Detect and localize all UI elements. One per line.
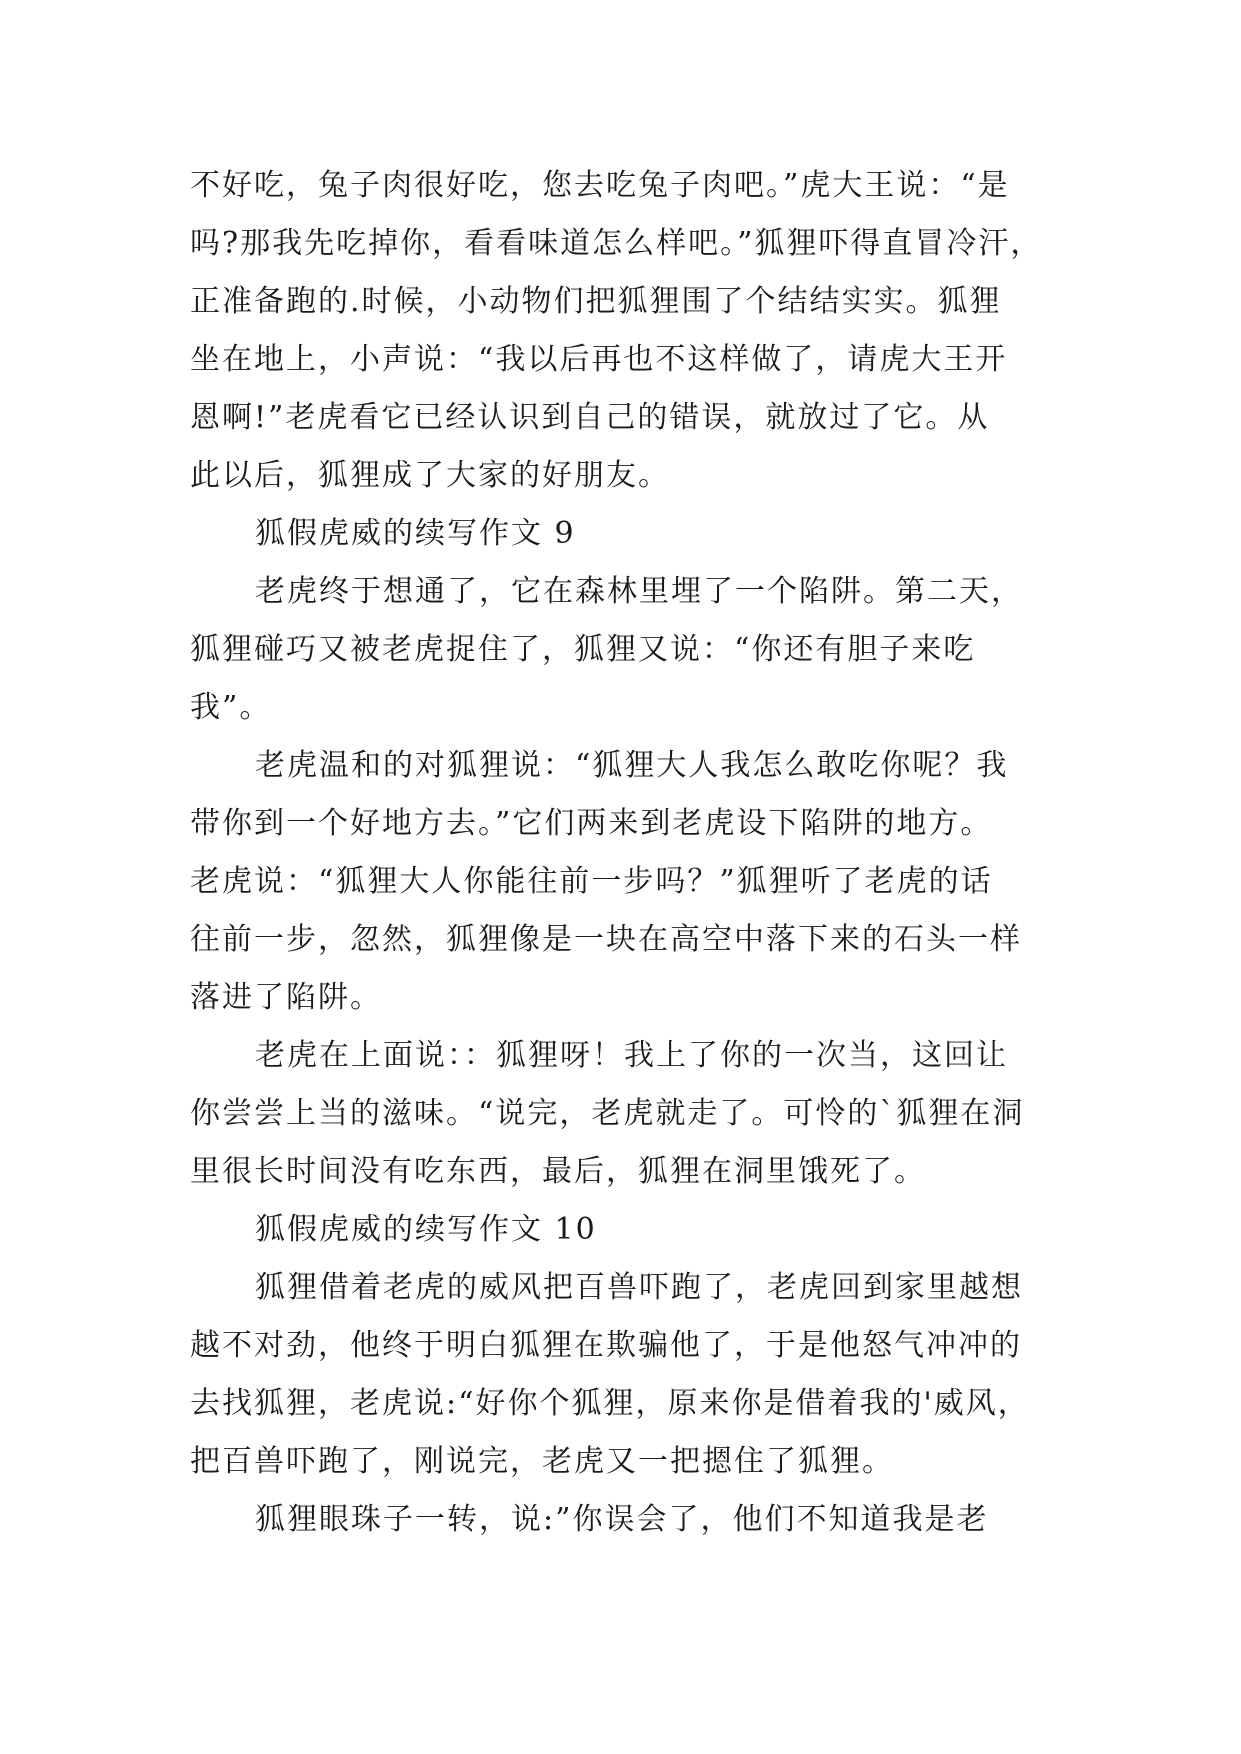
section-heading: 狐假虎威的续写作文 10 [255, 1212, 597, 1247]
text-line: 往前一步，忽然，狐狸像是一块在高空中落下来的石头一样 [190, 922, 1022, 957]
text-line: 你尝尝上当的滋味。“说完，老虎就走了。可怜的`狐狸在洞 [190, 1096, 1025, 1131]
text-line: 此以后，狐狸成了大家的好朋友。 [190, 458, 670, 493]
text-line: 不好吃，兔子肉很好吃，您去吃兔子肉吧。”虎大王说：“是 [190, 168, 1010, 203]
text-line: 老虎在上面说：：狐狸呀！我上了你的一次当，这回让 [255, 1038, 1008, 1073]
text-line: 恩啊!”老虎看它已经认识到自己的错误，就放过了它。从 [190, 400, 990, 435]
text-line: 狐狸碰巧又被老虎捉住了，狐狸又说：“你还有胆子来吃 [190, 632, 976, 667]
section-heading: 狐假虎威的续写作文 9 [255, 516, 576, 551]
text-line: 吗?那我先吃掉你，看看味道怎么样吧。”狐狸吓得直冒冷汗， [190, 226, 1043, 261]
text-line: 老虎终于想通了，它在森林里埋了一个陷阱。第二天， [255, 574, 1023, 609]
text-line: 落进了陷阱。 [190, 980, 382, 1015]
text-line: 狐狸眼珠子一转，说:”你误会了，他们不知道我是老 [255, 1502, 989, 1537]
text-line: 老虎说：“狐狸大人你能往前一步吗？”狐狸听了老虎的话 [190, 864, 993, 899]
text-line: 去找狐狸，老虎说:“好你个狐狸，原来你是借着我的'威风， [190, 1386, 1030, 1421]
text-line: 把百兽吓跑了，刚说完，老虎又一把摁住了狐狸。 [190, 1444, 894, 1479]
text-line: 狐狸借着老虎的威风把百兽吓跑了，老虎回到家里越想 [255, 1270, 1023, 1305]
text-line: 带你到一个好地方去。”它们两来到老虎设下陷阱的地方。 [190, 806, 993, 841]
text-line: 老虎温和的对狐狸说：“狐狸大人我怎么敢吃你呢？我 [255, 748, 1009, 783]
text-line: 里很长时间没有吃东西，最后，狐狸在洞里饿死了。 [190, 1154, 926, 1189]
document-body [190, 157, 1050, 1549]
text-line: 坐在地上，小声说：“我以后再也不这样做了，请虎大王开 [190, 342, 1008, 377]
text-line: 我”。 [190, 690, 272, 725]
text-line: 越不对劲，他终于明白狐狸在欺骗他了，于是他怒气冲冲的 [190, 1328, 1022, 1363]
text-line: 正准备跑的.时候，小动物们把狐狸围了个结结实实。狐狸 [190, 284, 1002, 319]
